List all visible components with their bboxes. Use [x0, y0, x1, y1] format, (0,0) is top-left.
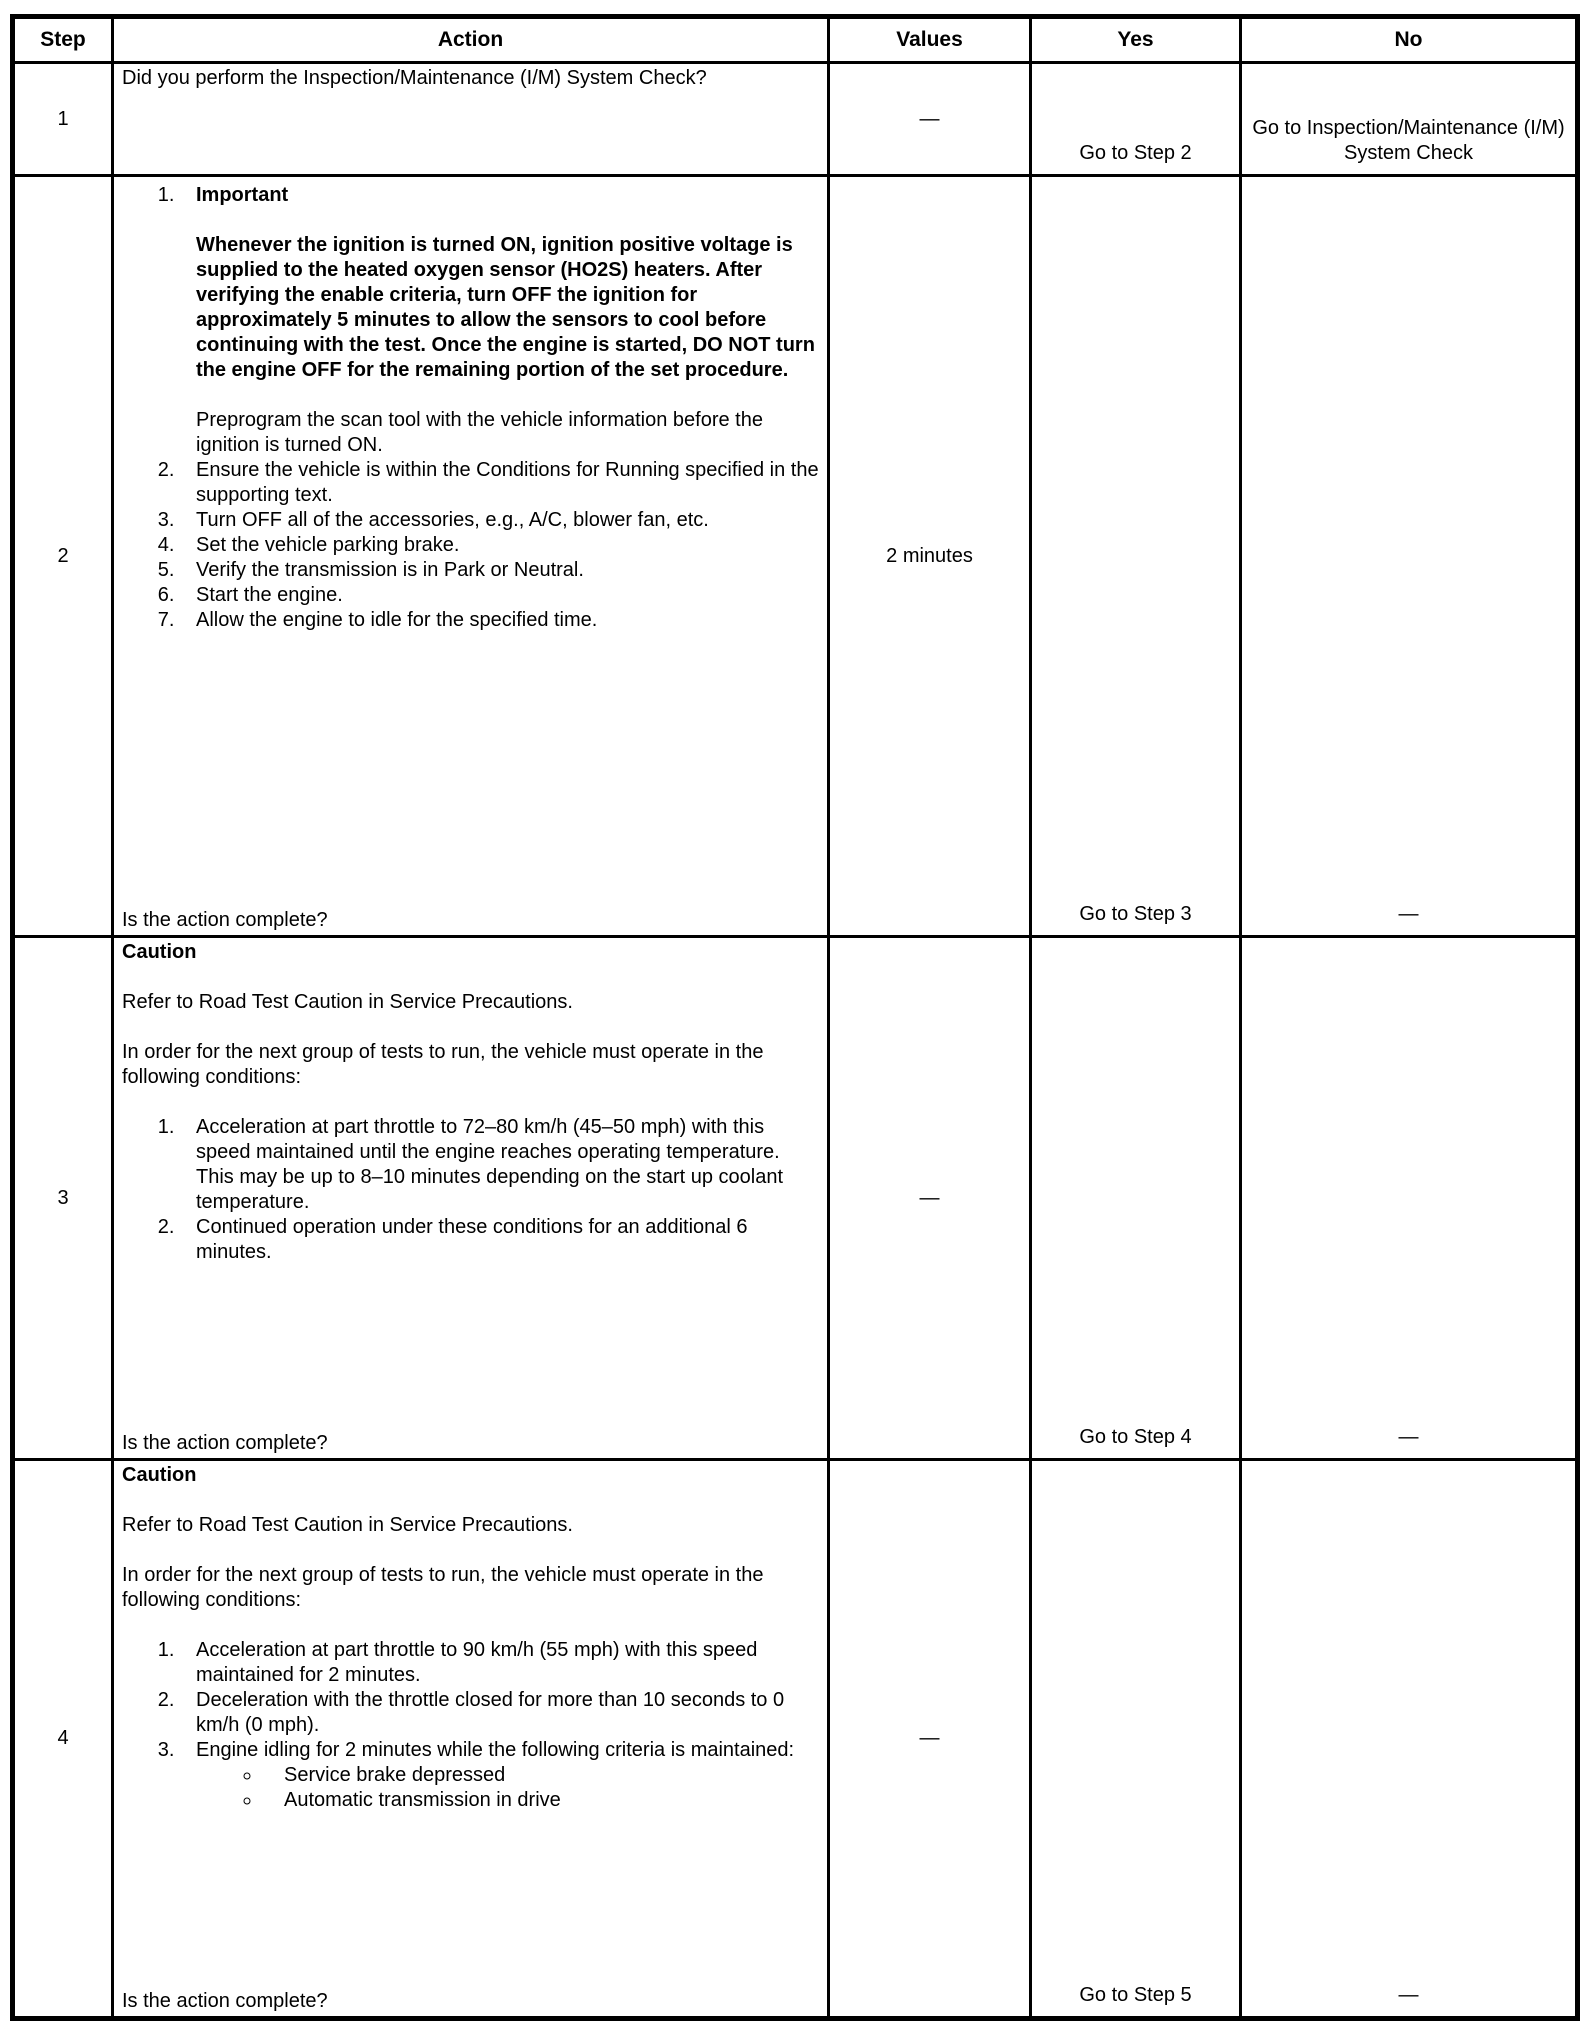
header-values: Values	[829, 17, 1031, 63]
list-item: 1. Acceleration at part throttle to 90 km/h (55 mph) with this speed maintained for 2 minutes.	[180, 1638, 819, 1688]
values-cell: —	[829, 1460, 1031, 2019]
action-question: Is the action complete?	[122, 1990, 328, 2012]
list-item: 1. Acceleration at part throttle to 72–80 km/h (45–50 mph) with this speed maintained until the engine reaches operating temperature. This may be up to 8–10 minutes depending on the start up coolant temperature.	[180, 1115, 819, 1215]
list-item: 7. Allow the engine to idle for the specified time.	[180, 608, 819, 633]
action-cell	[113, 63, 829, 176]
action-numbered-list	[122, 1115, 819, 1265]
list-item: 5. Verify the transmission is in Park or Neutral.	[180, 558, 819, 583]
list-item: ◦ Automatic transmission in drive	[262, 1788, 819, 1813]
yes-cell: Go to Step 4	[1031, 937, 1241, 1460]
yes-cell: Go to Step 2	[1031, 63, 1241, 176]
conditions-intro-text: In order for the next group of tests to run, the vehicle must operate in the following conditions:	[122, 1564, 764, 1611]
list-item-text: Engine idling for 2 minutes while the following criteria is maintained:	[196, 1739, 795, 1761]
step-number: 2	[13, 176, 113, 937]
no-cell: —	[1241, 1460, 1578, 2019]
action-numbered-list	[122, 183, 819, 633]
action-question: Is the action complete?	[122, 1432, 328, 1454]
action-cell	[113, 1460, 829, 2019]
values-cell: —	[829, 63, 1031, 176]
step-number: 4	[13, 1460, 113, 2019]
conditions-intro-text: In order for the next group of tests to run, the vehicle must operate in the following conditions:	[122, 1041, 764, 1088]
caution-label: Caution	[122, 941, 197, 963]
action-question: Is the action complete?	[122, 909, 328, 931]
action-cell	[113, 937, 829, 1460]
list-item: ◦ Service brake depressed	[262, 1763, 819, 1788]
caution-reference-text: Refer to Road Test Caution in Service Precautions.	[122, 991, 573, 1013]
table-row-step-2	[13, 176, 1578, 937]
list-item	[180, 183, 819, 458]
step-number: 1	[13, 63, 113, 176]
list-item: 3. Turn OFF all of the accessories, e.g., A/C, blower fan, etc.	[180, 508, 819, 533]
header-yes: Yes	[1031, 17, 1241, 63]
action-cell	[113, 176, 829, 937]
header-action: Action	[113, 17, 829, 63]
preprogram-text: Preprogram the scan tool with the vehicle information before the ignition is turned ON.	[196, 409, 763, 456]
caution-reference-text: Refer to Road Test Caution in Service Precautions.	[122, 1514, 573, 1536]
list-item: 2. Deceleration with the throttle closed for more than 10 seconds to 0 km/h (0 mph).	[180, 1688, 819, 1738]
yes-cell: Go to Step 3	[1031, 176, 1241, 937]
diagnostic-table	[10, 14, 1580, 2021]
list-item: 2. Continued operation under these conditions for an additional 6 minutes.	[180, 1215, 819, 1265]
criteria-bullet-list	[196, 1763, 819, 1813]
no-cell: Go to Inspection/Maintenance (I/M) System Check	[1241, 63, 1578, 176]
values-cell: —	[829, 937, 1031, 1460]
no-cell: —	[1241, 937, 1578, 1460]
list-item: 6. Start the engine.	[180, 583, 819, 608]
header-step: Step	[13, 17, 113, 63]
yes-cell: Go to Step 5	[1031, 1460, 1241, 2019]
list-item: 2. Ensure the vehicle is within the Conditions for Running specified in the supporting text.	[180, 458, 819, 508]
step-number: 3	[13, 937, 113, 1460]
no-cell: —	[1241, 176, 1578, 937]
table-row-step-1	[13, 63, 1578, 176]
important-label: Important	[196, 184, 289, 206]
list-item	[180, 1738, 819, 1813]
header-row	[13, 17, 1578, 63]
values-cell: 2 minutes	[829, 176, 1031, 937]
action-question: Did you perform the Inspection/Maintenance (I/M) System Check?	[122, 67, 707, 89]
important-bold-text: Whenever the ignition is turned ON, ignition positive voltage is supplied to the heated oxygen sensor (HO2S) heaters. After verifying the enable criteria, turn OFF the ignition for approximately 5 minutes to allow the sensors to cool before continuing with the test. Once the engine is started, DO NOT turn the engine OFF for the remaining portion of the set procedure.	[196, 234, 815, 381]
list-item: 4. Set the vehicle parking brake.	[180, 533, 819, 558]
caution-label: Caution	[122, 1464, 197, 1486]
header-no: No	[1241, 17, 1578, 63]
action-numbered-list	[122, 1638, 819, 1813]
table-row-step-4	[13, 1460, 1578, 2019]
table-row-step-3	[13, 937, 1578, 1460]
